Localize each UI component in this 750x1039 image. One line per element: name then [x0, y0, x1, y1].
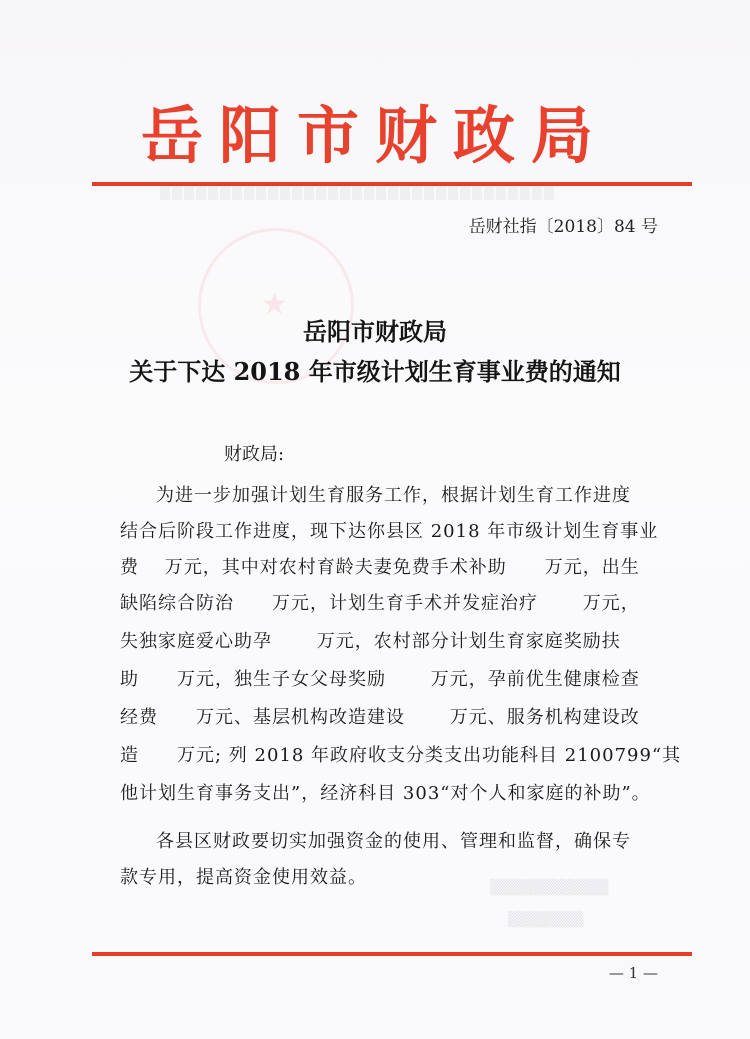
body-paragraph-line: 结合后阶段工作进度，现下达你县区 2018 年市级计划生育事业 — [120, 521, 659, 542]
bleed-through-text: ▒▒▒▒▒▒▒ — [508, 912, 584, 928]
bleed-through-text: ▒▒▒▒▒▒▒▒▒▒▒▒▒▒▒▒▒▒▒▒▒▒▒▒▒▒▒▒▒▒▒▒▒ — [160, 186, 556, 201]
body-paragraph-line: 缺陷综合防治 万元，计划生育手术并发症治疗 万元， — [120, 593, 640, 614]
salutation: 财政局: — [224, 444, 285, 465]
seal-star-icon: ★ — [261, 287, 288, 322]
bleed-through-text: ▒▒▒▒▒▒▒▒▒▒▒ — [490, 880, 609, 896]
body-paragraph-line: 款专用，提高资金使用效益。 — [120, 867, 367, 888]
body-paragraph-line: 各县区财政要切实加强资金的使用、管理和监督，确保专 — [156, 831, 631, 852]
bottom-red-rule — [92, 952, 692, 956]
body-paragraph-line: 经费 万元、基层机构改造建设 万元、服务机构建设改 — [120, 707, 640, 728]
body-paragraph-line: 为进一步加强计划生育服务工作，根据计划生育工作进度 — [156, 485, 631, 506]
body-paragraph-line: 失独家庭爱心助孕 万元，农村部分计划生育家庭奖励扶 — [120, 631, 621, 652]
notice-title-line2: 关于下达 2018 年市级计划生育事业费的通知 — [129, 357, 621, 386]
masthead-title: 岳阳市财政局 — [140, 99, 609, 172]
notice-title-line1: 岳阳市财政局 — [303, 317, 447, 346]
document-number: 岳财社指〔2018〕84 号 — [468, 217, 658, 237]
body-paragraph-line: 助 万元，独生子女父母奖励 万元，孕前优生健康检查 — [120, 669, 640, 690]
top-red-rule — [92, 182, 692, 186]
body-paragraph-line: 他计划生育事务支出”，经济科目 303“对个人和家庭的补助”。 — [120, 783, 651, 804]
body-paragraph-line: 费 万元，其中对农村育龄夫妻免费手术补助 万元，出生 — [120, 557, 640, 578]
body-paragraph-line: 造 万元; 列 2018 年政府收支分类支出功能科目 2100799“其 — [120, 745, 682, 766]
page-number: — 1 — — [608, 964, 658, 982]
